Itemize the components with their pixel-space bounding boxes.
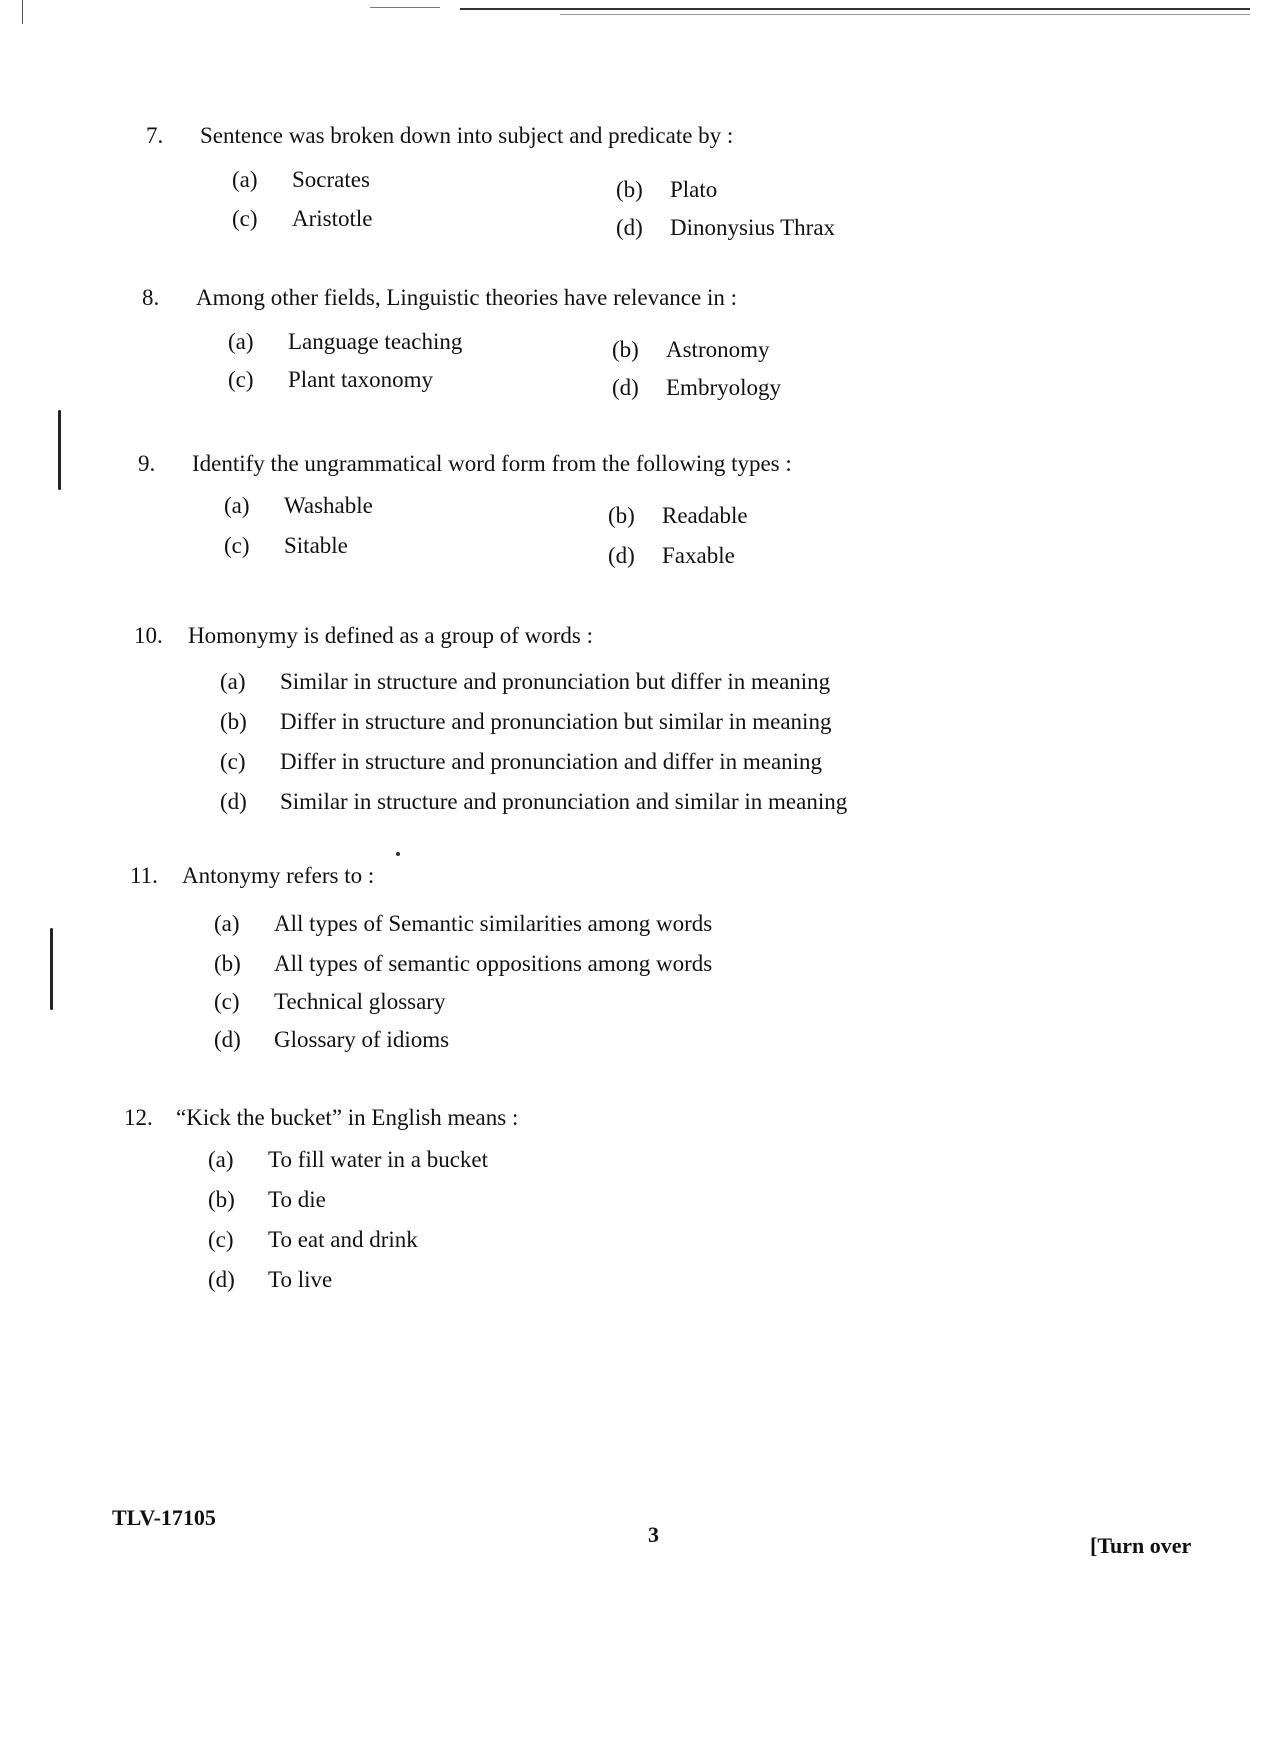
option-letter: (b) xyxy=(214,951,241,976)
question-8 xyxy=(142,284,1142,414)
option-letter: (a) xyxy=(224,493,250,518)
option-letter: (d) xyxy=(220,789,247,814)
option-text: Astronomy xyxy=(666,337,770,362)
question-12 xyxy=(124,1104,1124,1304)
option-text: Differ in structure and pronunciation and differ in meaning xyxy=(280,749,823,774)
option-text: Language teaching xyxy=(288,329,463,354)
option-c xyxy=(224,532,348,560)
question-number: 9. xyxy=(138,451,156,476)
option-letter: (a) xyxy=(232,167,258,192)
option-text: Sitable xyxy=(284,533,348,558)
paper-code: TLV-17105 xyxy=(112,1505,216,1530)
option-c xyxy=(228,366,433,394)
top-rule xyxy=(460,8,1250,10)
option-text: Glossary of idioms xyxy=(274,1027,450,1052)
question-number: 8. xyxy=(142,285,160,310)
option-letter: (d) xyxy=(616,215,643,240)
option-b xyxy=(208,1186,326,1214)
option-b xyxy=(214,950,712,978)
option-a xyxy=(214,910,712,938)
option-text: Faxable xyxy=(662,543,735,568)
option-letter: (d) xyxy=(612,375,639,400)
option-text: Similar in structure and pronunciation and similar in meaning xyxy=(280,789,848,814)
question-text: Among other fields, Linguistic theories have relevance in : xyxy=(196,285,737,310)
option-a xyxy=(220,668,830,696)
option-letter: (b) xyxy=(220,709,247,734)
question-number: 11. xyxy=(130,863,158,888)
option-text: Aristotle xyxy=(292,206,373,231)
option-c xyxy=(232,205,373,233)
option-letter: (a) xyxy=(228,329,254,354)
option-text: To live xyxy=(268,1267,333,1292)
question-text: Homonymy is defined as a group of words : xyxy=(188,623,593,648)
option-a xyxy=(208,1146,488,1174)
question-text: Sentence was broken down into subject and predicate by : xyxy=(200,123,734,148)
option-text: Embryology xyxy=(666,375,781,400)
option-text: Dinonysius Thrax xyxy=(670,215,836,240)
option-letter: (b) xyxy=(608,503,635,528)
option-text: To die xyxy=(268,1187,326,1212)
option-letter: (a) xyxy=(208,1147,234,1172)
scan-speck xyxy=(396,852,400,856)
option-text: Readable xyxy=(662,503,748,528)
option-text: Differ in structure and pronunciation but similar in meaning xyxy=(280,709,832,734)
option-text: Washable xyxy=(284,493,373,518)
page-number: 3 xyxy=(648,1522,659,1547)
option-letter: (c) xyxy=(220,749,246,774)
option-a xyxy=(224,492,373,520)
option-b xyxy=(612,336,770,364)
question-10 xyxy=(134,622,1134,822)
option-a xyxy=(232,166,370,194)
option-letter: (a) xyxy=(220,669,246,694)
margin-mark xyxy=(58,410,61,490)
option-text: All types of Semantic similarities among words xyxy=(274,911,713,936)
option-b xyxy=(616,176,717,204)
option-letter: (c) xyxy=(224,533,250,558)
option-b xyxy=(608,502,748,530)
option-d xyxy=(214,1026,449,1054)
option-text: Plato xyxy=(670,177,718,202)
option-letter: (d) xyxy=(214,1027,241,1052)
option-letter: (b) xyxy=(616,177,643,202)
option-letter: (b) xyxy=(208,1187,235,1212)
option-letter: (c) xyxy=(228,367,254,392)
turn-over-note: [Turn over xyxy=(1090,1533,1192,1558)
option-c xyxy=(220,748,822,776)
option-letter: (d) xyxy=(608,543,635,568)
question-text: “Kick the bucket” in English means : xyxy=(176,1105,519,1130)
question-number: 7. xyxy=(146,123,164,148)
option-text: Socrates xyxy=(292,167,370,192)
option-letter: (a) xyxy=(214,911,240,936)
question-11 xyxy=(130,862,1130,1062)
option-letter: (d) xyxy=(208,1267,235,1292)
option-letter: (c) xyxy=(232,206,258,231)
question-text: Identify the ungrammatical word form from the following types : xyxy=(192,451,792,476)
option-b xyxy=(220,708,831,736)
option-text: Similar in structure and pronunciation but differ in meaning xyxy=(280,669,831,694)
question-number: 10. xyxy=(134,623,163,648)
option-text: Technical glossary xyxy=(274,989,446,1014)
margin-mark xyxy=(50,928,53,1010)
option-d xyxy=(220,788,847,816)
top-rule xyxy=(370,7,440,8)
option-text: Plant taxonomy xyxy=(288,367,434,392)
option-d xyxy=(612,374,781,402)
option-letter: (b) xyxy=(612,337,639,362)
option-d xyxy=(608,542,735,570)
top-rule xyxy=(560,14,1250,15)
option-letter: (c) xyxy=(208,1227,234,1252)
option-text: To fill water in a bucket xyxy=(268,1147,489,1172)
option-text: To eat and drink xyxy=(268,1227,418,1252)
question-number: 12. xyxy=(124,1105,153,1130)
question-9 xyxy=(138,450,1138,580)
option-letter: (c) xyxy=(214,989,240,1014)
option-d xyxy=(208,1266,332,1294)
scan-edge-mark xyxy=(22,0,23,24)
question-text: Antonymy refers to : xyxy=(182,863,375,888)
option-a xyxy=(228,328,462,356)
question-7 xyxy=(146,122,1146,252)
option-text: All types of semantic oppositions among words xyxy=(274,951,713,976)
option-d xyxy=(616,214,835,242)
option-c xyxy=(208,1226,418,1254)
option-c xyxy=(214,988,445,1016)
